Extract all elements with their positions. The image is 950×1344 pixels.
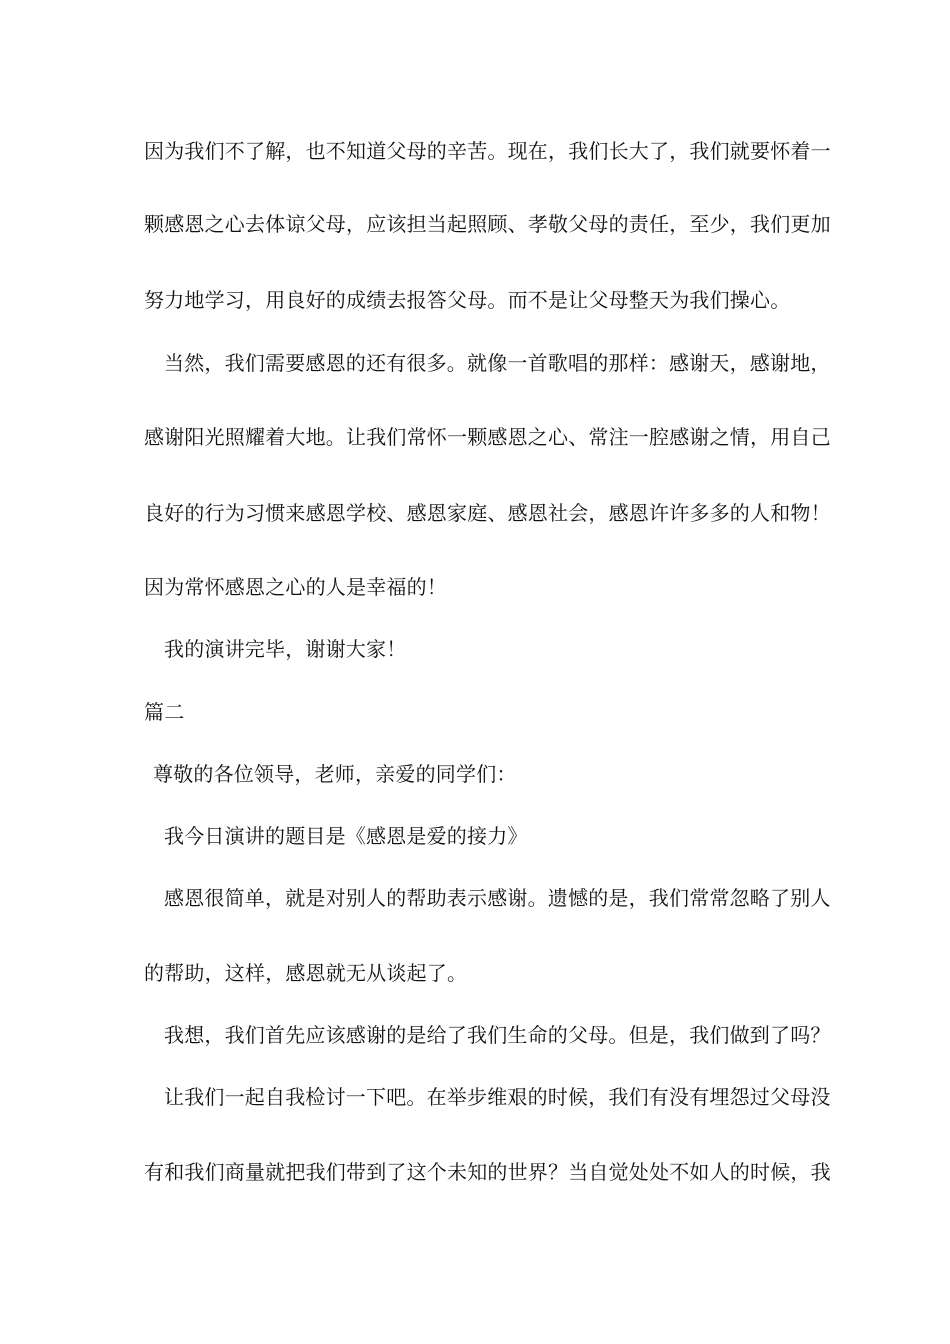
paragraph-start: 感恩很简单，就是对别人的帮助表示感谢。遗憾的是，我们常常忽略了别人 bbox=[164, 886, 831, 910]
text-line: 颗感恩之心去体谅父母，应该担当起照顾、孝敬父母的责任，至少，我们更加 bbox=[144, 212, 831, 236]
text-line: 有和我们商量就把我们带到了这个未知的世界？当自觉处处不如人的时候，我 bbox=[144, 1160, 831, 1184]
paragraph-start: 让我们一起自我检讨一下吧。在举步维艰的时候，我们有没有埋怨过父母没 bbox=[164, 1085, 831, 1109]
text-line: 的帮助，这样，感恩就无从谈起了。 bbox=[144, 961, 468, 985]
speech-title-line: 我今日演讲的题目是《感恩是爱的接力》 bbox=[164, 824, 528, 848]
text-line: 因为我们不了解，也不知道父母的辛苦。现在，我们长大了，我们就要怀着一 bbox=[144, 139, 831, 163]
text-line: 感谢阳光照耀着大地。让我们常怀一颗感恩之心、常注一腔感谢之情，用自己 bbox=[144, 425, 831, 449]
section-heading: 篇二 bbox=[144, 700, 185, 724]
salutation: 尊敬的各位领导，老师，亲爱的同学们： bbox=[153, 762, 517, 786]
paragraph-start: 我想，我们首先应该感谢的是给了我们生命的父母。但是，我们做到了吗？ bbox=[164, 1023, 831, 1047]
text-line: 因为常怀感恩之心的人是幸福的！ bbox=[144, 575, 447, 599]
text-line: 努力地学习，用良好的成绩去报答父母。而不是让父母整天为我们操心。 bbox=[144, 288, 791, 312]
text-line: 良好的行为习惯来感恩学校、感恩家庭、感恩社会，感恩许许多多的人和物！ bbox=[144, 501, 831, 525]
paragraph-start: 当然，我们需要感恩的还有很多。就像一首歌唱的那样：感谢天，感谢地， bbox=[164, 351, 831, 375]
paragraph-start: 我的演讲完毕，谢谢大家！ bbox=[164, 637, 407, 661]
